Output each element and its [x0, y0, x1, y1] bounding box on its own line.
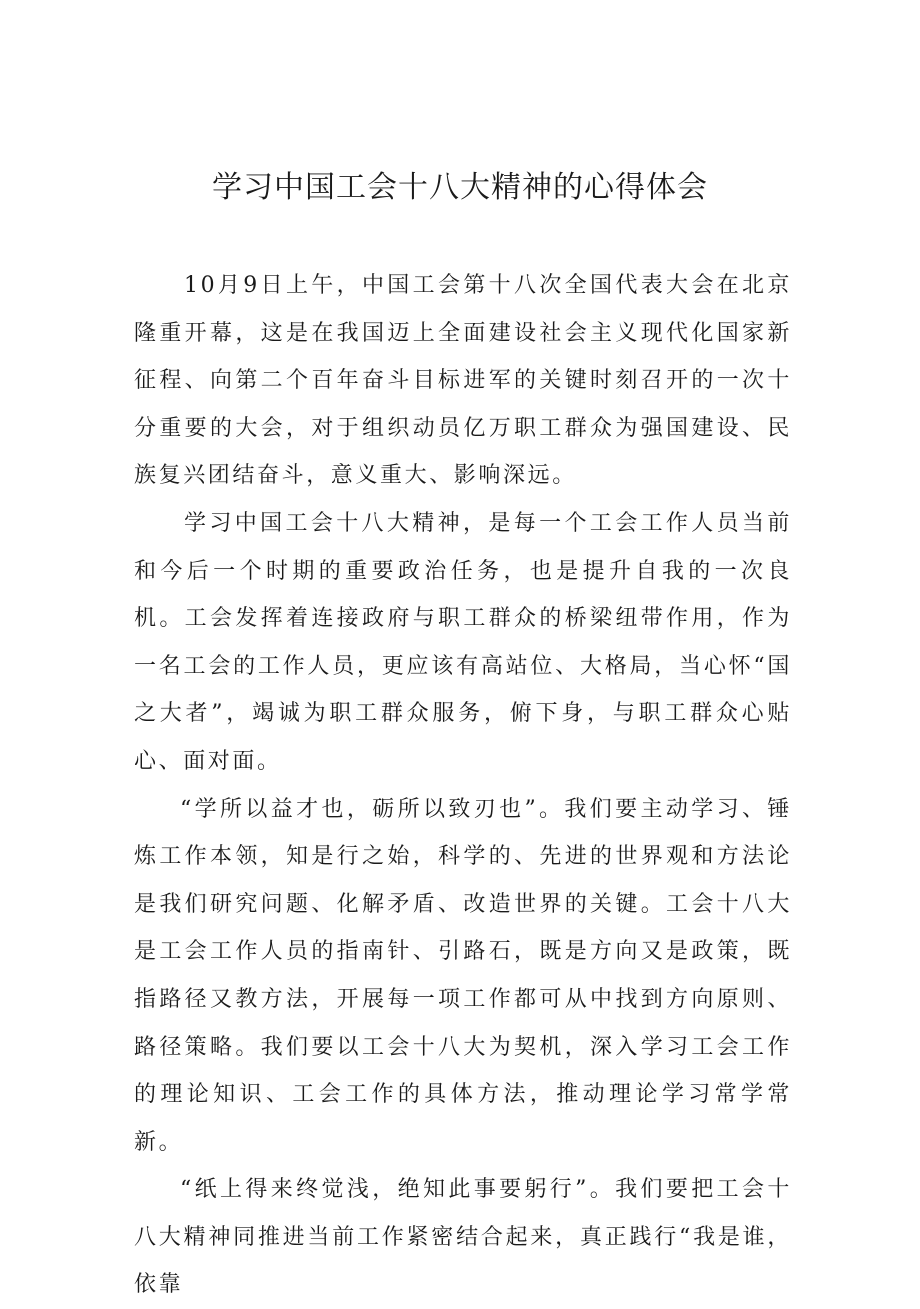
document-body — [134, 262, 792, 1309]
paragraph-1: 10月9日上午，中国工会第十八次全国代表大会在北京隆重开幕，这是在我国迈上全面建设社会主义现代化国家新征程、向第二个百年奋斗目标进军的关键时刻召开的一次十分重要的大会，对于组织动员亿万职工群众为强国建设、民族复兴团结奋斗，意义重大、影响深远。 — [134, 273, 792, 489]
paragraph-2: 学习中国工会十八大精神，是每一个工会工作人员当前和今后一个时期的重要政治任务，也是提升自我的一次良机。工会发挥着连接政府与职工群众的桥梁纽带作用，作为一名工会的工作人员，更应该有高站位、大格局，当心怀“国之大者”，竭诚为职工群众服务，俯下身，与职工群众心贴心、面对面。 — [134, 510, 792, 774]
document-title: 学习中国工会十八大精神的心得体会 — [212, 170, 708, 205]
paragraph-3: “学所以益才也，砺所以致刃也”。我们要主动学习、锤炼工作本领，知是行之始，科学的、先进的世界观和方法论是我们研究问题、化解矛盾、改造世界的关键。工会十八大是工会工作人员的指南针、引路石，既是方向又是政策，既指路径又教方法，开展每一项工作都可从中找到方向原则、路径策略。我们要以工会十八大为契机，深入学习工会工作的理论知识、工会工作的具体方法，推动理论学习常学常新。 — [134, 796, 792, 1155]
paragraph-4: “纸上得来终觉浅，绝知此事要躬行”。我们要把工会十八大精神同推进当前工作紧密结合起来，真正践行“我是谁，依靠 — [134, 1177, 792, 1298]
